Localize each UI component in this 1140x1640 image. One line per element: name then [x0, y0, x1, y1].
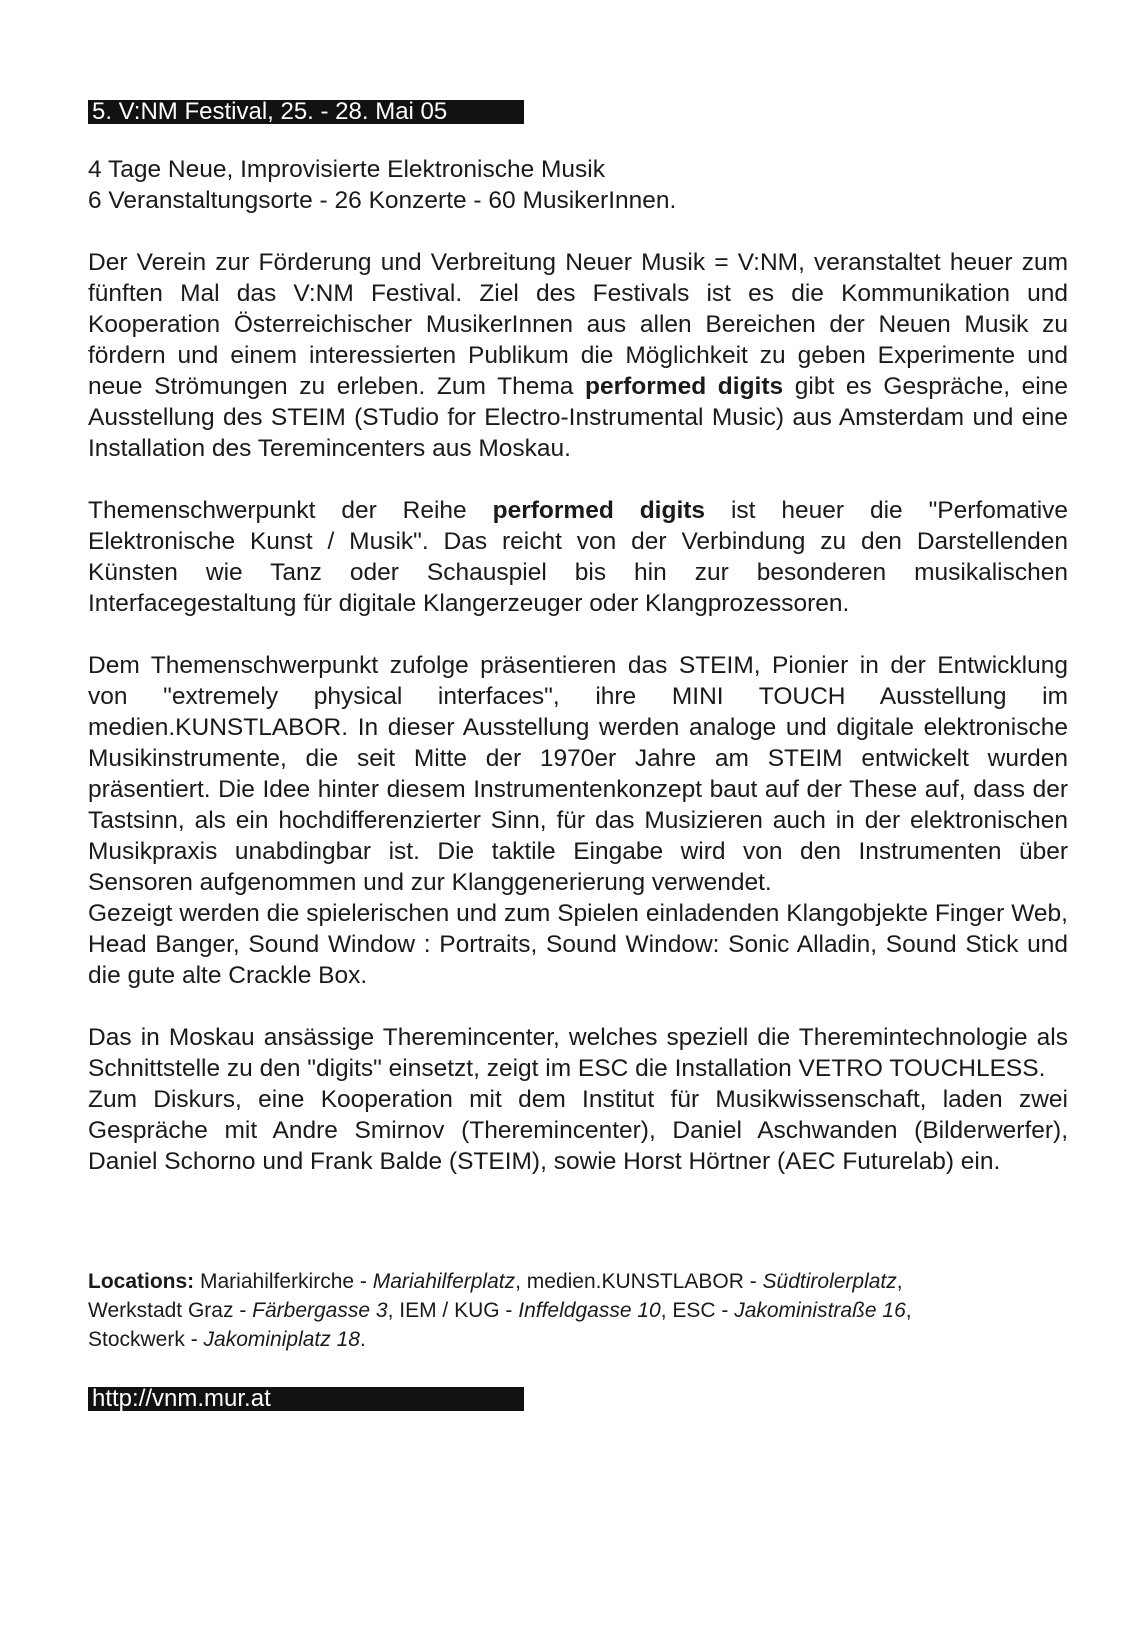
p2-text-before: Themenschwerpunkt der Reihe	[88, 497, 493, 524]
venue-address: Jakoministraße 16	[734, 1299, 906, 1322]
venue-address: Inffeldgasse 10	[518, 1299, 661, 1322]
p2-text-after: ist heuer die "Perfomative Elektronische Kunst / Musik". Das reicht von der Verbindung zu den Darstellenden Künsten wie Tanz oder Schauspiel bis hin zur besonderen musikalischen Interfacegestaltung für digitale Klangerzeuger oder Klangprozessoren.	[88, 497, 1069, 617]
paragraph-discourse: Zum Diskurs, eine Kooperation mit dem Institut für Musikwissenschaft, laden zwei Gespräche mit Andre Smirnov (Theremincenter), Daniel Aschwanden (Bilderwerfer), Daniel Schorno und Frank Balde (STEIM), sowie Horst Hörtner (AEC Futurelab) ein.	[88, 1086, 1068, 1175]
paragraph-steim-exhibition: Dem Themenschwerpunkt zufolge präsentieren das STEIM, Pionier in der Entwicklung von "extremely physical interfaces", ihre MINI TOUCH Ausstellung im medien.KUNSTLABOR. In dieser Ausstellung werden analoge und digitale elektronische Musikinstrumente, die seit Mitte der 1970er Jahre am STEIM entwickelt wurden präsentiert. Die Idee hinter diesem Instrumentenkonzept baut auf der These auf, dass der Tastsinn, als ein hochdifferenzierter Sinn, für das Musizieren auch in der elektronischen Musikpraxis unabdingbar ist. Die taktile Eingabe wird von den Instrumenten über Sensoren aufgenommen und zur Klanggenerierung verwendet.	[88, 652, 1068, 896]
venue-name: ESC -	[672, 1299, 735, 1322]
venue-name: Werkstadt Graz -	[88, 1299, 253, 1322]
venue-name: Mariahilferkirche -	[194, 1270, 373, 1293]
venue-address: Jakominiplatz 18	[203, 1328, 360, 1351]
p1-text-before: Der Verein zur Förderung und Verbreitung Neuer Musik = V:NM, veranstaltet heuer zum fünften Mal das V:NM Festival. Ziel des Festivals ist es die Kommunikation und Kooperation Österreichischer MusikerInnen aus allen Bereichen der Neuen Musik zu fördern und einem interessierten Publikum die Möglichkeit zu geben Experimente und neue Strömungen zu erleben. Zum Thema	[88, 249, 1068, 400]
venue-address: Mariahilferplatz	[372, 1270, 516, 1293]
venue-name: medien.KUNSTLABOR -	[526, 1270, 763, 1293]
flyer-page	[88, 100, 1068, 1411]
venue-separator: ,	[905, 1299, 912, 1322]
venue-separator: ,	[660, 1299, 673, 1322]
p2-bold-theme: performed digits	[492, 497, 706, 524]
locations-label: Locations:	[88, 1270, 195, 1293]
paragraph-theme-focus	[88, 495, 1068, 619]
venue-address: Färbergasse 3	[252, 1299, 388, 1322]
intro-line-1: 4 Tage Neue, Improvisierte Elektronische Musik	[88, 156, 606, 183]
festival-title-bar	[88, 100, 524, 124]
url-bar[interactable]	[88, 1387, 524, 1411]
intro-block	[88, 154, 1068, 216]
festival-title: 5. V:NM Festival, 25. - 28. Mai 05	[92, 100, 448, 124]
website-link[interactable]: http://vnm.mur.at	[92, 1387, 271, 1411]
paragraph-theremincenter: Das in Moskau ansässige Theremincenter, welches speziell die Theremintechnologie als Schnittstelle zu den "digits" einsetzt, zeigt im ESC die Installation VETRO TOUCHLESS.	[88, 1024, 1068, 1082]
intro-line-2: 6 Veranstaltungsorte - 26 Konzerte - 60 MusikerInnen.	[88, 187, 677, 214]
p1-bold-theme: performed digits	[585, 373, 784, 400]
venue-name: Stockwerk -	[88, 1328, 204, 1351]
paragraph-sound-objects: Gezeigt werden die spielerischen und zum Spielen einladenden Klangobjekte Finger Web, Head Banger, Sound Window : Portraits, Sound Window: Sonic Alladin, Sound Stick und die gute alte Crackle Box.	[88, 900, 1068, 989]
venue-name: IEM / KUG -	[399, 1299, 519, 1322]
paragraph-about-festival	[88, 247, 1068, 464]
locations-block	[88, 1267, 1068, 1354]
venue-separator: ,	[896, 1270, 903, 1293]
p1-text-after: gibt es Gespräche, eine Ausstellung des STEIM (STudio for Electro-Instrumental Music) aus Amsterdam und eine Installation des Teremincenters aus Moskau.	[88, 373, 1069, 462]
venue-separator: .	[359, 1328, 366, 1351]
venue-address: Südtirolerplatz	[762, 1270, 897, 1293]
venue-separator: ,	[515, 1270, 527, 1293]
venue-separator: ,	[387, 1299, 400, 1322]
